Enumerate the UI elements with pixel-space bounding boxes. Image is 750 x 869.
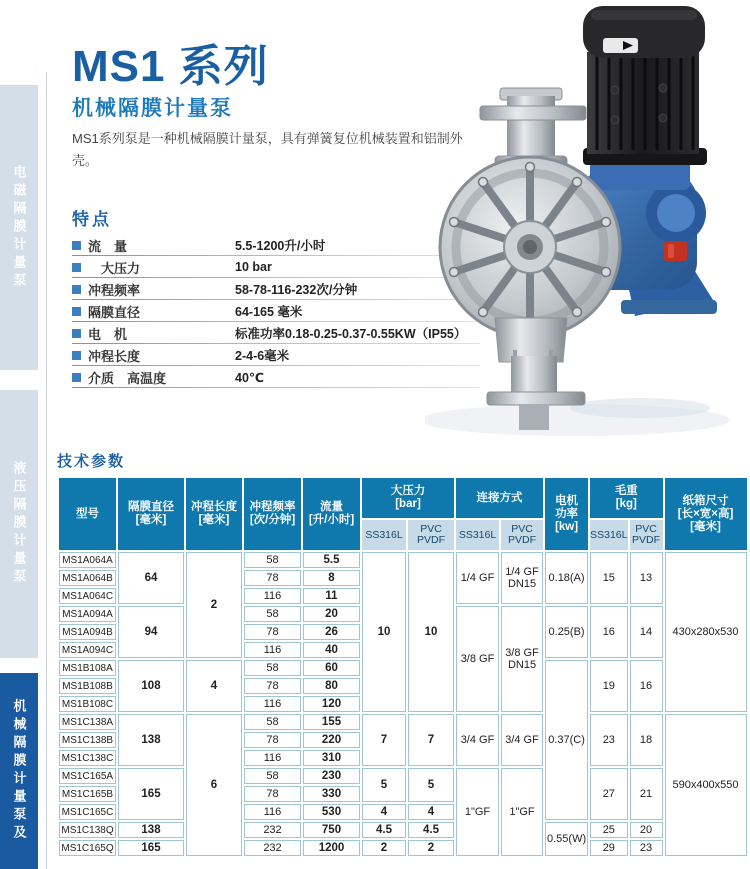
spec-cell-conn_ss: 1/4 GF xyxy=(456,552,499,604)
spec-cell-diaphragm: 64 xyxy=(118,552,184,604)
spec-cell-flow: 5.5 xyxy=(303,552,360,568)
spec-cell-pressure_pvc: 2 xyxy=(408,840,454,856)
feature-label: 隔膜直径 xyxy=(88,304,141,320)
spec-cell-frequency: 78 xyxy=(244,732,301,748)
spec-cell-motor: 0.55(W) xyxy=(545,822,588,856)
spec-cell-diaphragm: 108 xyxy=(118,660,184,712)
table-row xyxy=(59,768,747,784)
table-row xyxy=(59,822,747,838)
feature-value: 2-4-6毫米 xyxy=(235,349,290,363)
page-title: MS1 系列 xyxy=(72,42,269,91)
spec-cell-frequency: 78 xyxy=(244,624,301,640)
spec-cell-motor: 0.25(B) xyxy=(545,606,588,658)
spec-cell-carton: 430x280x530 xyxy=(665,552,747,712)
column-subheader: PVC PVDF xyxy=(501,520,543,550)
spec-cell-frequency: 116 xyxy=(244,588,301,604)
spec-cell-conn_ss: 3/4 GF xyxy=(456,714,499,766)
column-header: 大压力 [bar] xyxy=(362,478,454,518)
spec-cell-model: MS1C165C xyxy=(59,804,116,820)
sidebar-item-label: 机械隔膜计量泵及 xyxy=(11,699,27,843)
spec-cell-motor: 0.37(C) xyxy=(545,660,588,820)
spec-cell-diaphragm: 165 xyxy=(118,768,184,820)
spec-cell-weight_pvc: 14 xyxy=(630,606,663,658)
spec-cell-flow: 310 xyxy=(303,750,360,766)
spec-cell-pressure_ss: 5 xyxy=(362,768,406,802)
spec-cell-pressure_ss: 7 xyxy=(362,714,406,766)
spec-cell-pressure_ss: 10 xyxy=(362,552,406,712)
spec-cell-model: MS1B108B xyxy=(59,678,116,694)
spec-cell-pressure_ss: 2 xyxy=(362,840,406,856)
column-header: 隔膜直径 [毫米] xyxy=(118,478,184,550)
sidebar xyxy=(0,0,42,869)
sidebar-item-2[interactable] xyxy=(0,390,38,658)
feature-row xyxy=(72,234,480,256)
spec-cell-weight_ss: 23 xyxy=(590,714,627,766)
specs-table xyxy=(57,476,749,858)
spec-cell-frequency: 116 xyxy=(244,804,301,820)
spec-cell-model: MS1A094C xyxy=(59,642,116,658)
spec-cell-stroke: 6 xyxy=(186,714,242,856)
table-row xyxy=(59,714,747,730)
spec-cell-pressure_pvc: 10 xyxy=(408,552,454,712)
product-image xyxy=(425,0,750,440)
spec-cell-model: MS1B108C xyxy=(59,696,116,712)
spec-cell-flow: 330 xyxy=(303,786,360,802)
spec-cell-diaphragm: 165 xyxy=(118,840,184,856)
spec-cell-flow: 60 xyxy=(303,660,360,676)
feature-row xyxy=(72,278,480,300)
spec-cell-motor: 0.18(A) xyxy=(545,552,588,604)
spec-cell-flow: 155 xyxy=(303,714,360,730)
spec-cell-model: MS1C138B xyxy=(59,732,116,748)
feature-label: 流 量 xyxy=(88,238,128,254)
column-subheader: SS316L xyxy=(362,520,406,550)
spec-cell-frequency: 232 xyxy=(244,822,301,838)
feature-label: 大压力 xyxy=(88,260,141,276)
spec-cell-conn_ss: 1"GF xyxy=(456,768,499,856)
spec-cell-diaphragm: 138 xyxy=(118,714,184,766)
bullet-square-icon xyxy=(72,263,81,272)
page-subtitle: 机械隔膜计量泵 xyxy=(72,97,233,120)
spec-cell-flow: 40 xyxy=(303,642,360,658)
spec-cell-pressure_pvc: 4.5 xyxy=(408,822,454,838)
column-header: 连接方式 xyxy=(456,478,543,518)
column-header: 纸箱尺寸 [长×宽×高] [毫米] xyxy=(665,478,747,550)
spec-cell-conn_ss: 3/8 GF xyxy=(456,606,499,712)
spec-cell-flow: 230 xyxy=(303,768,360,784)
feature-value: 40℃ xyxy=(235,370,265,385)
sidebar-divider xyxy=(46,72,47,869)
feature-row xyxy=(72,300,480,322)
column-subheader: SS316L xyxy=(456,520,499,550)
product-description: MS1系列泵是一种机械隔膜计量泵，具有弹簧复位机械装置和铝制外壳。 xyxy=(72,131,463,168)
spec-cell-weight_ss: 16 xyxy=(590,606,627,658)
spec-cell-weight_ss: 27 xyxy=(590,768,627,820)
spec-cell-conn_pvc: 1/4 GF DN15 xyxy=(501,552,543,604)
bullet-square-icon xyxy=(72,329,81,338)
spec-cell-frequency: 58 xyxy=(244,660,301,676)
spec-cell-weight_ss: 19 xyxy=(590,660,627,712)
spec-cell-flow: 20 xyxy=(303,606,360,622)
spec-cell-frequency: 78 xyxy=(244,678,301,694)
spec-cell-model: MS1C165B xyxy=(59,786,116,802)
features-heading: 特点 xyxy=(72,210,112,229)
spec-cell-weight_pvc: 16 xyxy=(630,660,663,712)
spec-cell-diaphragm: 94 xyxy=(118,606,184,658)
spec-cell-flow: 11 xyxy=(303,588,360,604)
bullet-square-icon xyxy=(72,285,81,294)
spec-cell-model: MS1A094A xyxy=(59,606,116,622)
feature-label: 冲程频率 xyxy=(88,282,141,298)
spec-cell-weight_pvc: 13 xyxy=(630,552,663,604)
spec-cell-frequency: 58 xyxy=(244,552,301,568)
sidebar-item-label: 液压隔膜计量泵 xyxy=(11,461,27,587)
spec-cell-frequency: 116 xyxy=(244,696,301,712)
feature-value: 5.5-1200升/小时 xyxy=(235,239,326,253)
spec-cell-weight_pvc: 20 xyxy=(630,822,663,838)
spec-cell-carton: 590x400x550 xyxy=(665,714,747,856)
spec-cell-weight_ss: 25 xyxy=(590,822,627,838)
spec-cell-conn_pvc: 1"GF xyxy=(501,768,543,856)
spec-cell-frequency: 58 xyxy=(244,768,301,784)
sidebar-item-1[interactable] xyxy=(0,85,38,370)
spec-cell-conn_pvc: 3/4 GF xyxy=(501,714,543,766)
column-header: 冲程频率 [次/分钟] xyxy=(244,478,301,550)
spec-cell-model: MS1C165A xyxy=(59,768,116,784)
column-header: 电机 功率 [kw] xyxy=(545,478,588,550)
spec-cell-flow: 1200 xyxy=(303,840,360,856)
spec-cell-frequency: 58 xyxy=(244,606,301,622)
spec-cell-frequency: 232 xyxy=(244,840,301,856)
spec-cell-frequency: 78 xyxy=(244,570,301,586)
spec-cell-pressure_pvc: 7 xyxy=(408,714,454,766)
column-header: 流量 [升/小时] xyxy=(303,478,360,550)
spec-cell-conn_pvc: 3/8 GF DN15 xyxy=(501,606,543,712)
column-subheader: PVC PVDF xyxy=(408,520,454,550)
spec-cell-pressure_ss: 4 xyxy=(362,804,406,820)
spec-cell-flow: 530 xyxy=(303,804,360,820)
spec-cell-model: MS1A064B xyxy=(59,570,116,586)
feature-row xyxy=(72,344,480,366)
spec-cell-flow: 26 xyxy=(303,624,360,640)
spec-cell-flow: 120 xyxy=(303,696,360,712)
bullet-square-icon xyxy=(72,351,81,360)
feature-value: 64-165 毫米 xyxy=(235,305,303,319)
spec-cell-frequency: 116 xyxy=(244,750,301,766)
bullet-square-icon xyxy=(72,373,81,382)
column-header: 毛重 [kg] xyxy=(590,478,662,518)
spec-cell-flow: 750 xyxy=(303,822,360,838)
feature-row xyxy=(72,322,480,344)
column-header: 冲程长度 [毫米] xyxy=(186,478,242,550)
spec-cell-stroke: 2 xyxy=(186,552,242,658)
spec-cell-flow: 8 xyxy=(303,570,360,586)
table-row xyxy=(59,840,747,856)
feature-label: 电 机 xyxy=(88,326,128,342)
spec-cell-pressure_pvc: 4 xyxy=(408,804,454,820)
spec-cell-model: MS1B108A xyxy=(59,660,116,676)
spec-cell-model: MS1C138A xyxy=(59,714,116,730)
spec-cell-frequency: 78 xyxy=(244,786,301,802)
spec-cell-flow: 80 xyxy=(303,678,360,694)
spec-cell-model: MS1C138C xyxy=(59,750,116,766)
sidebar-item-3[interactable] xyxy=(0,673,38,869)
bullet-square-icon xyxy=(72,307,81,316)
feature-label: 介质 高温度 xyxy=(88,370,167,386)
specs-heading: 技术参数 xyxy=(57,453,126,470)
spec-cell-model: MS1A094B xyxy=(59,624,116,640)
spec-cell-stroke: 4 xyxy=(186,660,242,712)
feature-row xyxy=(72,256,480,278)
spec-cell-weight_pvc: 23 xyxy=(630,840,663,856)
spec-cell-model: MS1C138Q xyxy=(59,822,116,838)
sidebar-item-label: 电磁隔膜计量泵 xyxy=(11,164,27,291)
feature-list xyxy=(72,234,480,388)
spec-cell-pressure_pvc: 5 xyxy=(408,768,454,802)
spec-cell-pressure_ss: 4.5 xyxy=(362,822,406,838)
spec-cell-weight_ss: 29 xyxy=(590,840,627,856)
bullet-square-icon xyxy=(72,241,81,250)
column-subheader: SS316L xyxy=(590,520,627,550)
spec-cell-diaphragm: 138 xyxy=(118,822,184,838)
feature-value: 58-78-116-232次/分钟 xyxy=(235,283,358,297)
feature-row xyxy=(72,366,480,388)
pump-photo-illustration xyxy=(425,0,750,440)
spec-cell-model: MS1A064A xyxy=(59,552,116,568)
column-header: 型号 xyxy=(59,478,116,550)
spec-cell-flow: 220 xyxy=(303,732,360,748)
spec-cell-model: MS1C165Q xyxy=(59,840,116,856)
spec-cell-weight_pvc: 18 xyxy=(630,714,663,766)
spec-cell-model: MS1A064C xyxy=(59,588,116,604)
column-subheader: PVC PVDF xyxy=(630,520,663,550)
spec-cell-frequency: 58 xyxy=(244,714,301,730)
feature-label: 冲程长度 xyxy=(88,348,141,364)
feature-value: 10 bar xyxy=(235,260,272,274)
feature-value: 标准功率0.18-0.25-0.37-0.55KW（IP55） xyxy=(235,327,467,341)
spec-cell-frequency: 116 xyxy=(244,642,301,658)
table-row xyxy=(59,552,747,568)
spec-cell-weight_ss: 15 xyxy=(590,552,627,604)
spec-cell-weight_pvc: 21 xyxy=(630,768,663,820)
